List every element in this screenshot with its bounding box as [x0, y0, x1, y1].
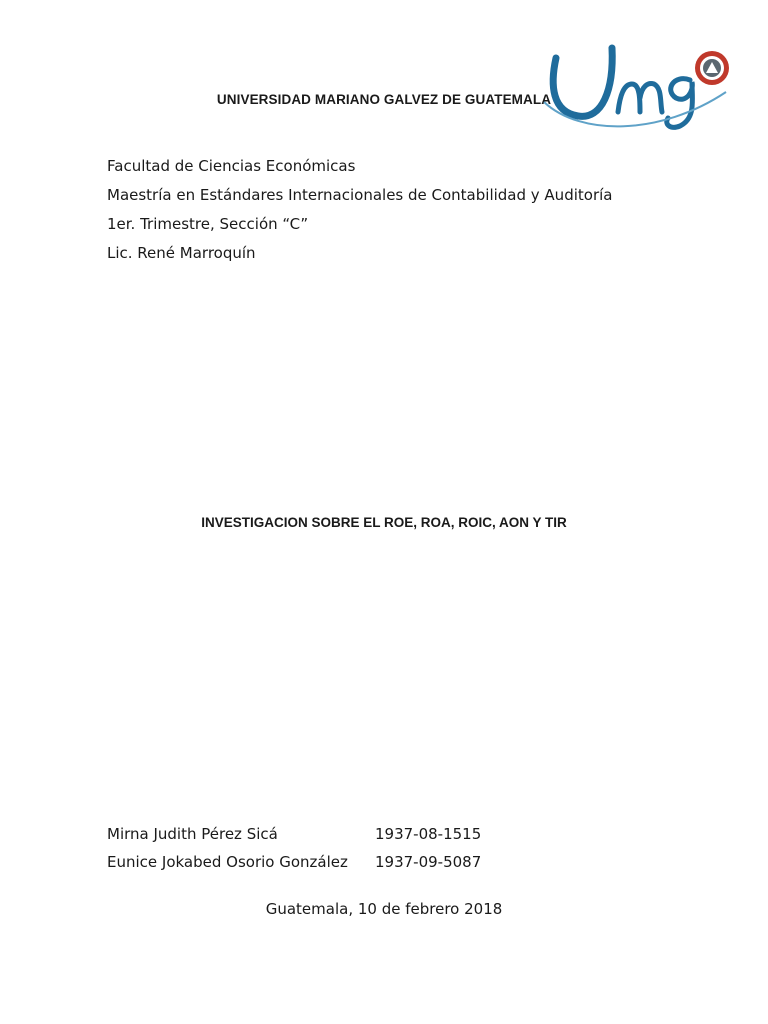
term-line: 1er. Trimestre, Sección “C”	[107, 215, 309, 233]
document-date: Guatemala, 10 de febrero 2018	[265, 900, 503, 918]
university-name: UNIVERSIDAD MARIANO GALVEZ DE GUATEMALA	[216, 92, 552, 107]
faculty-line: Facultad de Ciencias Económicas	[107, 157, 356, 175]
author-row	[107, 848, 485, 876]
professor-line: Lic. René Marroquín	[107, 244, 256, 262]
umg-logo	[540, 40, 740, 135]
program-line: Maestría en Estándares Internacionales de Contabilidad y Auditoría	[107, 186, 613, 204]
document-title: INVESTIGACION SOBRE EL ROE, ROA, ROIC, AON Y TIR	[201, 515, 567, 530]
author-row	[107, 820, 485, 848]
author-name: Eunice Jokabed Osorio González	[107, 853, 348, 871]
authors-list	[107, 820, 485, 876]
author-id: 1937-09-5087	[375, 853, 482, 871]
info-block	[107, 152, 612, 268]
author-id: 1937-08-1515	[375, 825, 482, 843]
author-name: Mirna Judith Pérez Sicá	[107, 825, 278, 843]
